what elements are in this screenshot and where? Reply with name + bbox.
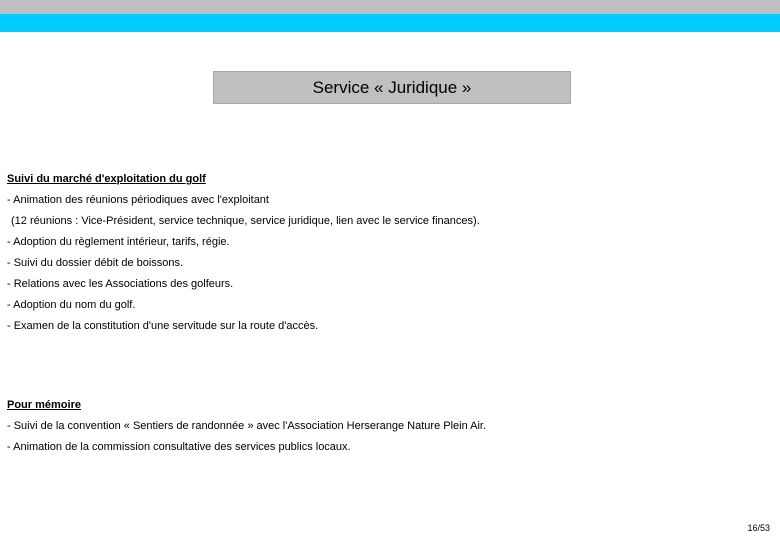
section-pour-memoire <box>7 398 486 461</box>
section-suivi-golf <box>7 172 480 340</box>
list-item: - Examen de la constitution d'une servitude sur la route d'accès. <box>7 320 319 332</box>
list-item: - Adoption du règlement intérieur, tarifs, régie. <box>7 236 230 248</box>
page-number: 16/53 <box>747 523 770 533</box>
list-item: - Animation des réunions périodiques avec l'exploitant <box>7 194 269 206</box>
list-item: - Animation de la commission consultative des services publics locaux. <box>7 441 351 453</box>
section-heading: Suivi du marché d'exploitation du golf <box>7 173 206 185</box>
top-banner-cyan <box>0 14 780 32</box>
list-item: - Suivi du dossier débit de boissons. <box>7 257 184 269</box>
list-item: - Relations avec les Associations des golfeurs. <box>7 278 234 290</box>
list-item: - Suivi de la convention « Sentiers de randonnée » avec l'Association Herserange Nature Plein Air. <box>7 420 487 432</box>
slide-title-box <box>213 71 571 104</box>
list-item: - Adoption du nom du golf. <box>7 299 136 311</box>
section-heading: Pour mémoire <box>7 399 81 411</box>
slide-title: Service « Juridique » <box>312 77 472 97</box>
list-item-continuation: (12 réunions : Vice-Président, service technique, service juridique, lien avec le service finances). <box>11 215 480 227</box>
top-banner-gray <box>0 0 780 14</box>
